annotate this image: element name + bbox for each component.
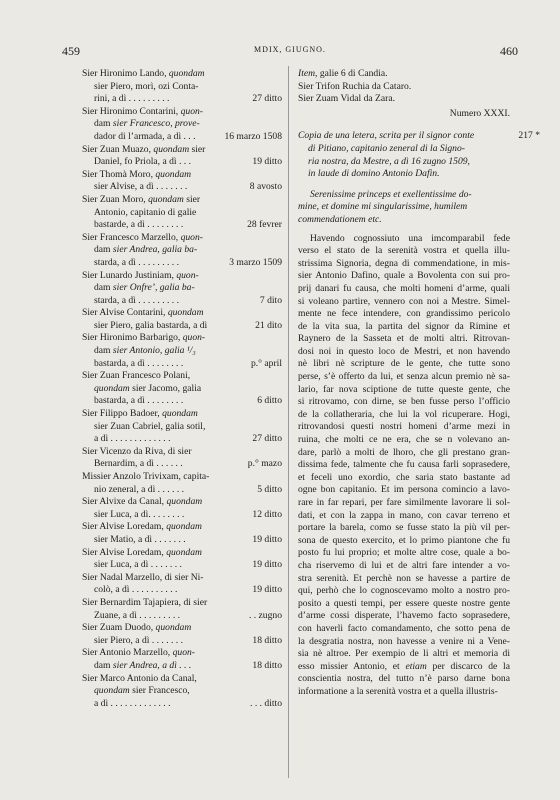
entry-line: dam sier Antonio, galia ¹/₃ bbox=[94, 345, 196, 357]
entry-date: 19 ditto bbox=[252, 584, 282, 596]
entry-date: 3 marzo 1509 bbox=[229, 256, 282, 268]
register-entry bbox=[82, 194, 282, 232]
register-entry bbox=[82, 647, 282, 672]
entry-line: starda, a dì . . . . . . . . . bbox=[94, 256, 179, 268]
register-entry bbox=[82, 673, 282, 711]
body-line: la desgratia nostra, non havesse a venire ni a Vene- bbox=[298, 635, 510, 647]
entry-date: . . zugno bbox=[248, 609, 282, 621]
body-line: lario, far nova sciptione de tutte queste gente, che bbox=[298, 383, 510, 395]
entry-line: bastarda, a dì . . . . . . . . bbox=[94, 357, 184, 369]
body-line: dati, et con la zappa in mano, con cavar terreno et bbox=[298, 509, 510, 521]
list-line: Item, galie 6 di Candia. bbox=[298, 68, 388, 79]
entry-date: 8 avosto bbox=[249, 181, 282, 193]
body-line: con haverli facto comandamento, che sotto pena de bbox=[298, 622, 510, 634]
body-line: esso missier Antonio, et etiam per discarco de la bbox=[298, 660, 510, 672]
heading-line: di Pitiano, capitanio zeneral di la Signo- bbox=[308, 142, 465, 154]
body-line: dosi noi in questo loco de Mestri, et non havendo bbox=[298, 345, 510, 357]
body-line: posito a questi tempi, per essere queste nostre gente bbox=[298, 597, 510, 609]
letter-heading bbox=[298, 130, 540, 180]
entry-line: colò, a dì . . . . . . . . . . bbox=[94, 584, 178, 596]
left-column-register bbox=[82, 68, 282, 710]
entry-line: Sier Hironimo Contarini, quon- bbox=[82, 105, 203, 117]
right-column-text bbox=[298, 68, 540, 699]
body-line: verso el stato de la serenità vostra et quella illu- bbox=[298, 245, 510, 257]
entry-line: dam sier Andrea, galia ba- bbox=[94, 244, 198, 256]
column-divider bbox=[288, 66, 289, 778]
register-entry bbox=[82, 270, 282, 308]
entry-line: Daniel, fo Priola, a dì . . . bbox=[94, 156, 191, 168]
body-line: nè libri nè scripture de le gente, che tutte sono bbox=[298, 358, 510, 370]
entry-date: 18 ditto bbox=[252, 634, 282, 646]
list-line: Sier Trifon Ruchia da Cataro. bbox=[298, 80, 412, 92]
entry-line: sier Alvise, a dì . . . . . . . bbox=[94, 181, 188, 193]
register-entry bbox=[82, 496, 282, 521]
register-entry bbox=[82, 622, 282, 647]
entry-date: 16 marzo 1508 bbox=[224, 130, 282, 142]
entry-line: Sier Vicenzo da Riva, di sier bbox=[82, 445, 192, 457]
body-line: de la collatheraria, che lui la vol ricuperare. Hogi, bbox=[298, 408, 510, 420]
register-entry bbox=[82, 169, 282, 194]
entry-line: Bernardim, a dì . . . . . . bbox=[94, 458, 183, 470]
entry-line: Sier Francesco Marzello, quon- bbox=[82, 231, 203, 243]
body-line: si ritrovamo, con dirne, se ben fusse perso l’officio bbox=[298, 396, 510, 408]
body-line: perse, s’è offerto da lui, et senza alcun premio nè sa- bbox=[298, 371, 510, 383]
entry-date: 19 ditto bbox=[252, 533, 282, 545]
entry-line: Sier Antonio Marzello, quon- bbox=[82, 647, 195, 659]
body-line: sier Antonio Dafino, quale a Bovolenta con sui pro- bbox=[298, 270, 510, 282]
body-line: conscientia nostra, del tutto n’è parso darne bona bbox=[298, 673, 510, 685]
entry-line: bastarda, a dì . . . . . . . . bbox=[94, 395, 184, 407]
body-line: sia nè altroe. Per exempio de li altri et memoria di bbox=[298, 648, 510, 660]
entry-date: 19 ditto bbox=[252, 559, 282, 571]
register-entry bbox=[82, 408, 282, 446]
body-line: ogne bon capitanio. Et im persona comincio a lavo- bbox=[298, 484, 510, 496]
register-entry bbox=[82, 572, 282, 597]
entry-line: Missier Anzolo Trivixam, capita- bbox=[82, 471, 210, 482]
body-line: ruina, che molti ce ne era, che se n volevano an- bbox=[298, 434, 510, 446]
entry-line: Sier Zuam Duodo, quondam bbox=[82, 622, 192, 634]
entry-date: 6 ditto bbox=[257, 395, 282, 407]
entry-line: quondam sier Jacomo, galia bbox=[94, 382, 202, 394]
body-line: dare, parlò a molti de lhoro, che gli prestano gran- bbox=[298, 446, 510, 458]
salutation-line: Serenissime princeps et exellentissime do- bbox=[310, 188, 472, 200]
entry-line: sier Zuan Cabriel, galia sotil, bbox=[94, 420, 206, 432]
body-line: d’arme cossi disperate, l’havemo facto soprasedere, bbox=[298, 610, 510, 622]
entry-line: Antonio, capitanio di galie bbox=[94, 206, 197, 218]
body-line: si voleano partire, vennero con noi a Mestre. Simel- bbox=[298, 295, 510, 307]
entry-date: 28 fevrer bbox=[247, 219, 282, 231]
heading-line: Copia de una letera, scrita per il signor conte bbox=[298, 130, 475, 142]
register-entry bbox=[82, 144, 282, 169]
entry-line: Sier Alvixe da Canal, quondam bbox=[82, 496, 203, 508]
entry-line: sier Piero, galia bastarda, a dì bbox=[94, 319, 208, 331]
entry-date: 12 ditto bbox=[252, 508, 282, 520]
document-number: Numero XXXI. bbox=[449, 107, 510, 119]
galley-list bbox=[298, 68, 510, 106]
register-entry bbox=[82, 521, 282, 546]
body-line: sona de questo exercito, et lo primo piantone che fu bbox=[298, 534, 510, 546]
register-entry bbox=[82, 471, 282, 496]
entry-line: starda, a dì . . . . . . . . . bbox=[94, 294, 179, 306]
page-header bbox=[62, 44, 518, 60]
register-entry bbox=[82, 307, 282, 332]
register-entry bbox=[82, 547, 282, 572]
body-line: qui, perhò che lo cognoscevamo molto a nostro pro- bbox=[298, 585, 510, 597]
body-line: Havendo cognossiuto una imcomparabil fede bbox=[310, 232, 510, 244]
entry-date: 21 dito bbox=[255, 319, 282, 331]
entry-line: Sier Thomà Moro, quondam bbox=[82, 168, 192, 180]
entry-line: Sier Alvise Loredam, quondam bbox=[82, 546, 202, 558]
letter-body bbox=[298, 233, 510, 699]
entry-date: 18 ditto bbox=[252, 659, 282, 671]
entry-line: dam sier Francesco, prove- bbox=[94, 118, 200, 130]
body-line: informatione a la serenità vostra et a quella illustris- bbox=[298, 685, 498, 697]
salutation-line: mine, et domine mi singularissime, humilem bbox=[298, 201, 468, 213]
entry-line: Sier Filippo Badoer, quondam bbox=[82, 408, 198, 420]
entry-line: sier Luca, a dì. . . . . . . . bbox=[94, 508, 185, 520]
body-line: portare la barela, como se fusse stato la più vil per- bbox=[298, 522, 510, 534]
entry-line: bastarde, a dì . . . . . . . . bbox=[94, 219, 184, 231]
body-line: rare in far repari, per fare similmente lavorare li sol- bbox=[298, 497, 510, 508]
entry-line: Sier Zuan Francesco Polani, bbox=[82, 370, 191, 382]
register-entry bbox=[82, 232, 282, 270]
body-line: prij danari fu causa, che molti homeni d’arme, quali bbox=[298, 282, 510, 294]
register-entry bbox=[82, 68, 282, 106]
entry-line: Sier Alvise Contarini, quondam bbox=[82, 307, 204, 319]
entry-line: Zuane, a dì . . . . . . . . . bbox=[94, 609, 181, 621]
list-line: Sier Zuam Vidal da Zara. bbox=[298, 93, 396, 105]
entry-line: sier Piero, a dì . . . . . . . bbox=[94, 634, 183, 646]
register-entry bbox=[82, 446, 282, 471]
entry-date: 7 dito bbox=[259, 294, 282, 306]
running-title: MDIX, GIUGNO. bbox=[254, 45, 326, 54]
register-entry bbox=[82, 332, 282, 370]
entry-line: sier Piero, morì, ozi Conta- bbox=[94, 80, 199, 92]
entry-date: . . . ditto bbox=[250, 697, 282, 709]
margin-note: 217 * bbox=[518, 130, 540, 142]
entry-line: nio zeneral, a dì . . . . . . bbox=[94, 483, 185, 495]
entry-line: Sier Lunardo Justiniam, quon- bbox=[82, 269, 199, 281]
body-line: strissima Signoria, degna di commendatione, in mis- bbox=[298, 257, 510, 269]
register-entry bbox=[82, 370, 282, 408]
entry-line: dador di l’armada, a dì . . . bbox=[94, 130, 196, 142]
entry-line: dam sier Onfre’, galia ba- bbox=[94, 282, 195, 294]
body-line: cha riservemo di lui et de altri fare intender a vo- bbox=[298, 559, 510, 571]
body-line: Raynero de la Sasseta et de molti altri. Ritrovan- bbox=[298, 333, 510, 345]
entry-line: a dì . . . . . . . . . . . . . bbox=[94, 697, 171, 709]
heading-line: ria nostra, da Mestre, a dì 16 zugno 1509, bbox=[308, 155, 470, 167]
entry-line: sier Luca, a dì . . . . . . . bbox=[94, 559, 182, 571]
entry-line: Sier Marco Antonio da Canal, bbox=[82, 672, 197, 684]
register-entry bbox=[82, 597, 282, 622]
entry-line: Sier Zuan Moro, quondam sier bbox=[82, 193, 201, 205]
entry-line: Sier Nadal Marzello, di sier Ni- bbox=[82, 571, 204, 583]
entry-line: Sier Alvise Loredam, quondam bbox=[82, 521, 202, 533]
register-entry bbox=[82, 106, 282, 144]
entry-date: p.° april bbox=[250, 357, 282, 369]
letter-salutation bbox=[298, 189, 510, 227]
entry-date: p.° mazo bbox=[247, 458, 282, 470]
entry-line: Sier Hironimo Lando, quondam bbox=[82, 68, 205, 79]
salutation-line: commendationem etc. bbox=[298, 213, 382, 225]
entry-date: 19 ditto bbox=[252, 156, 282, 168]
body-line: stra serenità. Et perchè non se havesse a partire de bbox=[298, 572, 510, 584]
entry-date: 27 ditto bbox=[252, 433, 282, 445]
entry-line: quondam sier Francesco, bbox=[94, 685, 190, 697]
entry-line: a dì . . . . . . . . . . . . . bbox=[94, 433, 171, 445]
body-line: posto fu lui proprio; et molte altre cose, quale a bo- bbox=[298, 547, 510, 559]
heading-line: in laude di domino Antonio Dafin. bbox=[308, 168, 440, 180]
body-line: ritrovandosi questi nostri homeni d’arme mezi in bbox=[298, 421, 510, 433]
entry-line: rini, a dì . . . . . . . . . bbox=[94, 93, 170, 105]
entry-line: Sier Bernardim Tajapiera, di sier bbox=[82, 596, 208, 608]
entry-line: dam sier Andrea, a dì . . . bbox=[94, 659, 192, 671]
entry-line: sier Matio, a dì . . . . . . . bbox=[94, 533, 186, 545]
entry-line: Sier Zuan Muazo, quondam sier bbox=[82, 143, 206, 155]
entry-line: Sier Hironimo Barbarigo, quon- bbox=[82, 332, 206, 344]
body-line: de la vita sua, la partita del signor da Rimine et bbox=[298, 320, 510, 332]
page-number-right: 460 bbox=[500, 44, 518, 58]
body-line: mente ne fece intendere, con grandissimo pericolo bbox=[298, 308, 510, 320]
entry-date: 27 ditto bbox=[252, 93, 282, 105]
body-line: et feceli uno exordio, che saria stato bastante ad bbox=[298, 471, 510, 483]
body-line: dissima fede, talmente che fu causa farli soprasedere, bbox=[298, 459, 510, 471]
page-number-left: 459 bbox=[62, 44, 80, 58]
entry-date: 5 ditto bbox=[257, 483, 282, 495]
